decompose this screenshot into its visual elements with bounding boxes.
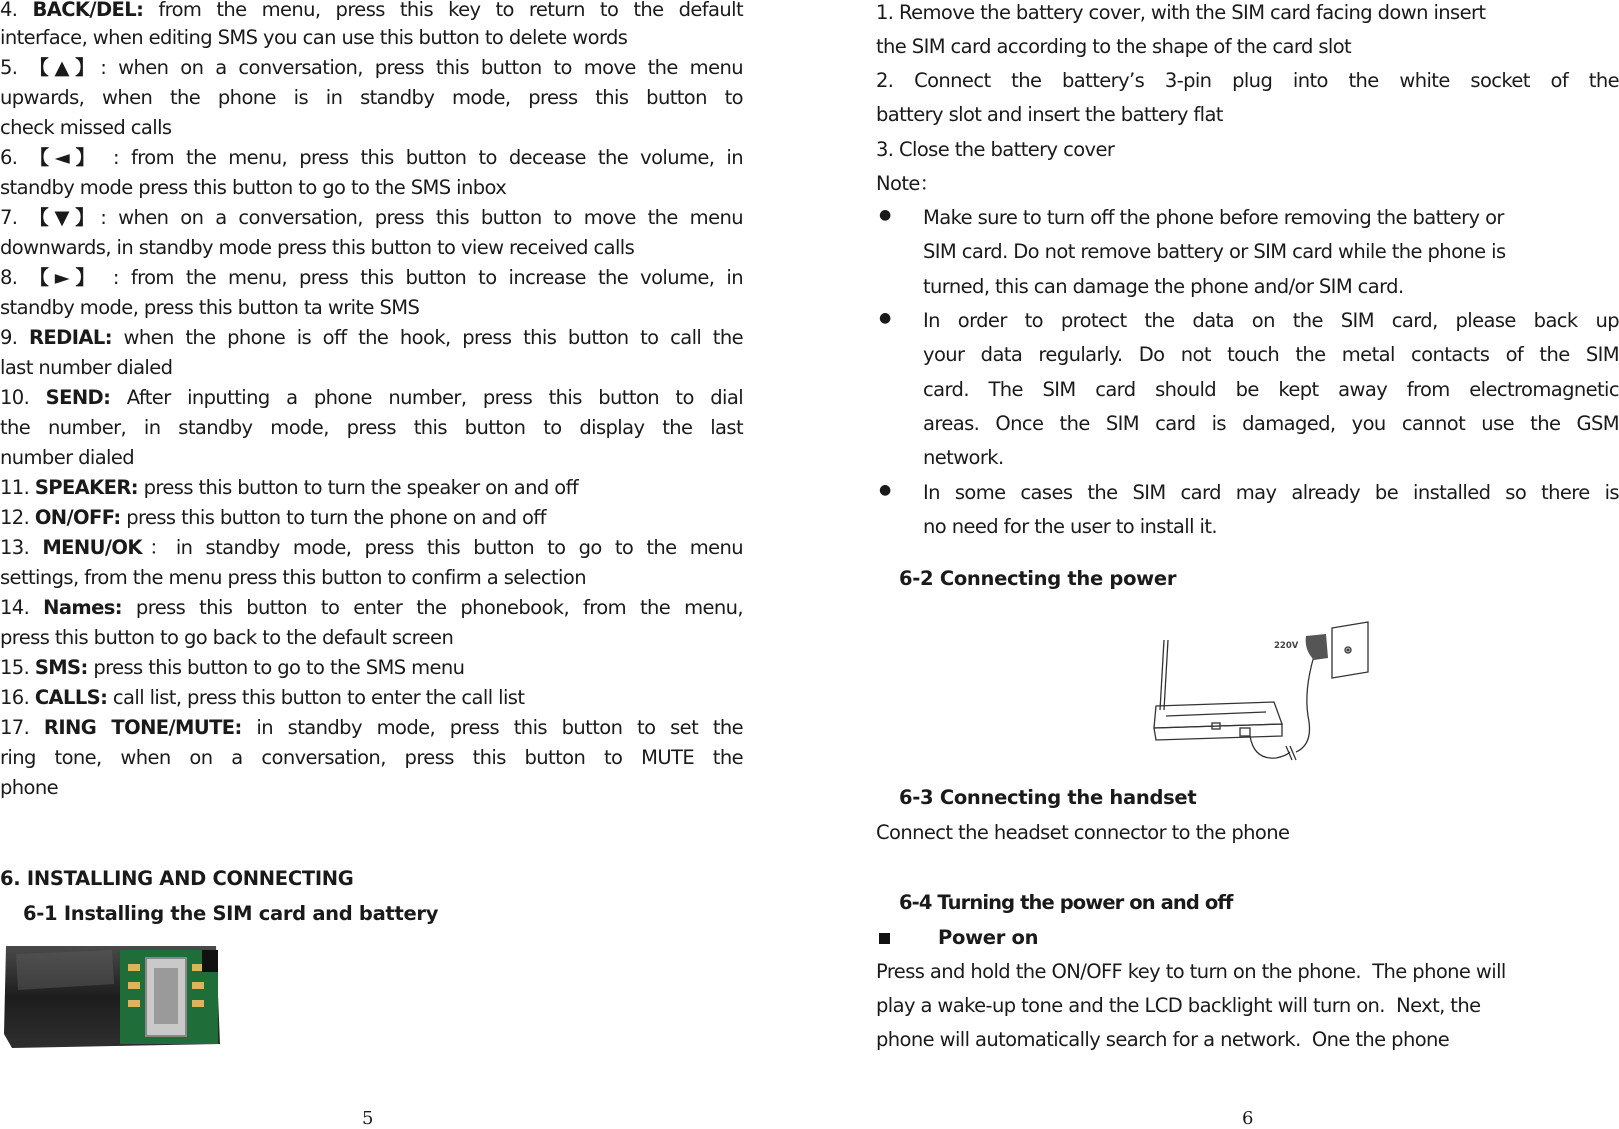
item-2-line-1: standby mode press this button to go to the SMS inbox (0, 176, 507, 199)
key-name: CALLS: (34, 686, 108, 709)
item-0-line (0, 0, 743, 22)
key-description: call list, press this button to enter the call list (107, 686, 525, 709)
item-number: 4. (0, 0, 33, 21)
page-number: 5 (362, 1108, 374, 1129)
item-number: 13. (0, 536, 43, 559)
key-name: RING TONE/MUTE: (43, 716, 242, 739)
note-2-line: your data regularly. Do not touch the metal contacts of the SIM (923, 343, 1619, 366)
page-number: 6 (1242, 1108, 1254, 1129)
key-description: press this button to enter the phonebook, from the menu, (121, 596, 743, 619)
note-2-line: areas. Once the SIM card is damaged, you cannot use the GSM (923, 412, 1619, 435)
key-description: : when on a conversation, press this button to move the menu (100, 56, 743, 79)
item-number: 6. (0, 146, 30, 169)
key-name: REDIAL: (29, 326, 112, 349)
key-name: 【►】 (29, 266, 101, 289)
item-10-line (0, 596, 743, 620)
power-on-line: play a wake-up tone and the LCD backlight will turn on. Next, the (876, 994, 1481, 1017)
square-bullet-icon (879, 933, 890, 944)
item-13-line-2: phone (0, 776, 59, 799)
item-6-line-2: number dialed (0, 446, 135, 469)
step-2-line: battery slot and insert the battery flat (876, 103, 1223, 126)
item-3-line (0, 206, 743, 230)
step-1-line: the SIM card according to the shape of the card slot (876, 35, 1352, 58)
item-1-line (0, 56, 743, 80)
note-2-line: In order to protect the data on the SIM card, please back up (923, 309, 1619, 332)
key-name: SMS: (34, 656, 88, 679)
item-number: 15. (0, 656, 35, 679)
note-3-line: In some cases the SIM card may already be installed so there is (923, 481, 1619, 504)
power-on-line: phone will automatically search for a network. One the phone (876, 1028, 1450, 1051)
key-description: : from the menu, press this button to decease the volume, in (100, 146, 743, 169)
key-description: when the phone is off the hook, press this button to call the (111, 326, 743, 349)
power-connection-figure (1146, 620, 1374, 770)
item-4-line-1: standby mode, press this button ta write SMS (0, 296, 420, 319)
note-2-line: card. The SIM card should be kept away from electromagnetic (923, 378, 1619, 401)
voltage-label: 220V (1274, 641, 1299, 651)
item-4-line (0, 266, 743, 290)
note-2-line: network. (923, 446, 1004, 469)
key-description: : when on a conversation, press this button to move the menu (100, 206, 743, 229)
key-description: : from the menu, press this button to increase the volume, in (100, 266, 743, 289)
item-number: 14. (0, 596, 44, 619)
handset-text: Connect the headset connector to the phone (876, 821, 1290, 844)
subsection-6-4-title: 6-4 Turning the power on and off (899, 891, 1233, 914)
key-description: from the menu, press this key to return to the default (143, 0, 743, 21)
item-13-line (0, 716, 743, 740)
bullet-icon: ● (879, 207, 892, 223)
item-number: 8. (0, 266, 30, 289)
key-description: ：in standby mode, press this button to go to the menu (141, 536, 744, 559)
key-name: 【◄】 (29, 146, 101, 169)
note-1-line: SIM card. Do not remove battery or SIM card while the phone is (923, 240, 1506, 263)
key-description: press this button to go to the SMS menu (87, 656, 465, 679)
bullet-icon: ● (879, 310, 892, 326)
key-name: SPEAKER: (34, 476, 139, 499)
item-1-line-1: upwards, when the phone is in standby mode, press this button to (0, 86, 743, 109)
step-2-line: 2. Connect the battery’s 3-pin plug into the white socket of the (876, 69, 1619, 92)
item-7-line (0, 476, 743, 500)
item-3-line-1: downwards, in standby mode press this button to view received calls (0, 236, 635, 259)
item-5-line-1: last number dialed (0, 356, 173, 379)
subsection-6-1-title: 6-1 Installing the SIM card and battery (23, 902, 439, 925)
key-description: in standby mode, press this button to set the (241, 716, 744, 739)
item-8-line (0, 506, 743, 530)
bullet-icon: ● (879, 482, 892, 498)
item-9-line (0, 536, 743, 560)
subsection-6-3-title: 6-3 Connecting the handset (899, 786, 1197, 809)
item-number: 10. (0, 386, 46, 409)
key-name: Names: (43, 596, 122, 619)
item-0-line-1: interface, when editing SMS you can use this button to delete words (0, 26, 628, 49)
item-number: 16. (0, 686, 35, 709)
key-name: ON/OFF: (34, 506, 121, 529)
note-1-line: Make sure to turn off the phone before removing the battery or (923, 206, 1504, 229)
key-description: After inputting a phone number, press this button to dial (110, 386, 744, 409)
section-title: 6. INSTALLING AND CONNECTING (0, 867, 354, 890)
item-5-line (0, 326, 743, 350)
key-description: press this button to turn the phone on and off (120, 506, 546, 529)
key-name: 【▲】 (29, 56, 101, 79)
item-2-line (0, 146, 743, 170)
key-name: BACK/DEL: (32, 0, 144, 21)
power-on-label: Power on (938, 926, 1039, 949)
item-number: 17. (0, 716, 44, 739)
sim-battery-photo (2, 944, 224, 1050)
item-6-line-1: the number, in standby mode, press this button to display the last (0, 416, 743, 439)
item-12-line (0, 686, 743, 710)
item-10-line-1: press this button to go back to the default screen (0, 626, 454, 649)
note-label: Note： (876, 172, 939, 195)
key-description: press this button to turn the speaker on and off (138, 476, 579, 499)
item-number: 11. (0, 476, 35, 499)
key-name: MENU/OK (42, 536, 142, 559)
item-number: 7. (0, 206, 30, 229)
item-9-line-1: settings, from the menu press this button to confirm a selection (0, 566, 586, 589)
item-11-line (0, 656, 743, 680)
note-1-line: turned, this can damage the phone and/or SIM card. (923, 275, 1404, 298)
item-13-line-1: ring tone, when on a conversation, press this button to MUTE the (0, 746, 743, 769)
step-1-line: 1. Remove the battery cover, with the SIM card facing down insert (876, 1, 1486, 24)
item-number: 5. (0, 56, 30, 79)
item-6-line (0, 386, 743, 410)
key-name: 【▼】 (29, 206, 101, 229)
subsection-6-2-title: 6-2 Connecting the power (899, 567, 1177, 590)
note-3-line: no need for the user to install it. (923, 515, 1217, 538)
step-3-line: 3. Close the battery cover (876, 138, 1115, 161)
item-number: 12. (0, 506, 35, 529)
item-1-line-2: check missed calls (0, 116, 172, 139)
key-name: SEND: (45, 386, 111, 409)
power-on-line: Press and hold the ON/OFF key to turn on the phone. The phone will (876, 960, 1506, 983)
item-number: 9. (0, 326, 29, 349)
